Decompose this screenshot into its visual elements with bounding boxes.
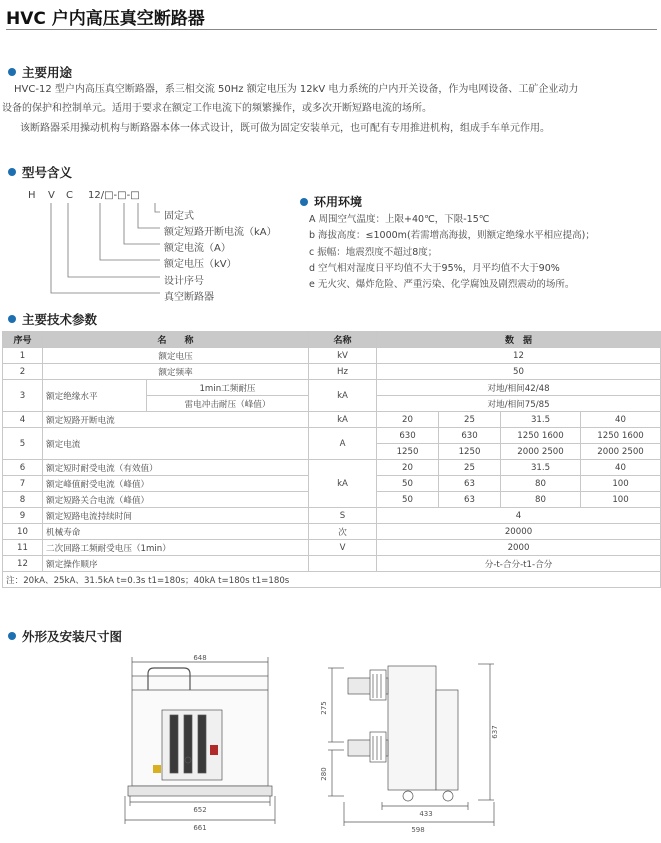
row-value: 31.5 — [501, 412, 581, 428]
bullet-dot-icon — [8, 68, 16, 76]
model-code-rest: 12/□-□-□ — [88, 190, 140, 201]
row-value: 80 — [501, 476, 581, 492]
front-view-drawing — [118, 650, 283, 836]
table-row — [3, 460, 661, 476]
bullet-dot-icon — [8, 315, 16, 323]
dimensions-heading — [8, 627, 122, 645]
row-name: 额定频率 — [43, 364, 309, 380]
env-item-seismic: c 振幅：地震烈度不超过8度； — [309, 247, 438, 258]
row-value: 100 — [581, 492, 661, 508]
purpose-heading-text: 主要用途 — [22, 65, 73, 80]
row-name: 额定短时耐受电流（有效值） — [43, 460, 309, 476]
row-no: 3 — [3, 380, 43, 412]
row-value: 对地/相间75/85 — [377, 396, 661, 412]
table-row — [3, 540, 661, 556]
row-value: 40 — [581, 412, 661, 428]
row-name: 额定短路开断电流 — [43, 412, 309, 428]
row-subname: 雷电冲击耐压（峰值） — [147, 396, 309, 412]
row-unit: kA — [309, 380, 377, 412]
model-code-c: C — [66, 190, 73, 201]
row-unit — [309, 556, 377, 572]
row-name: 机械寿命 — [43, 524, 309, 540]
purpose-line-1: HVC-12 型户内高压真空断路器，系三相交流 50Hz 额定电压为 12kV 电力系统的户内开关设备，作为电网设备、工矿企业动力 — [14, 84, 579, 95]
row-value: 1250 — [439, 444, 501, 460]
row-unit: V — [309, 540, 377, 556]
env-item-humidity: d 空气相对湿度日平均值不大于95%，月平均值不大于90% — [309, 263, 560, 274]
row-value: 20 — [377, 460, 439, 476]
header-name: 名 称 — [43, 332, 309, 348]
row-no: 6 — [3, 460, 43, 476]
row-value: 2000 2500 — [501, 444, 581, 460]
row-value: 630 — [377, 428, 439, 444]
env-item-altitude: b 海拔高度：≤1000m(若需增高海拔，则额定绝缘水平相应提高)； — [309, 230, 595, 241]
row-value: 50 — [377, 476, 439, 492]
specs-heading — [8, 310, 97, 328]
row-value: 63 — [439, 492, 501, 508]
table-row — [3, 508, 661, 524]
row-value: 20 — [377, 412, 439, 428]
row-name: 额定电压 — [43, 348, 309, 364]
row-value: 50 — [377, 364, 661, 380]
side-view-drawing — [318, 660, 503, 836]
model-label-fixed: 固定式 — [164, 211, 194, 222]
dim-front-bottom-outer: 661 — [193, 824, 207, 832]
dimensions-heading-text: 外形及安装尺寸图 — [22, 629, 123, 644]
table-row — [3, 380, 661, 396]
purpose-paragraph-2: 该断路器采用操动机构与断路器本体一体式设计，既可做为固定安装单元，也可配有专用推进机构，组成手车单元作用。 — [20, 123, 550, 134]
row-name: 额定电流 — [43, 428, 309, 460]
environment-heading — [300, 193, 362, 210]
table-header-row — [3, 332, 661, 348]
page-title: HVC 户内高压真空断路器 — [6, 9, 205, 29]
row-name: 额定短路电流持续时间 — [43, 508, 309, 524]
row-unit: 次 — [309, 524, 377, 540]
model-heading — [8, 163, 72, 181]
row-no: 12 — [3, 556, 43, 572]
row-unit: kA — [309, 412, 377, 428]
row-value: 1250 1600 — [501, 428, 581, 444]
row-no: 9 — [3, 508, 43, 524]
table-note: 注：20kA、25kA、31.5kA t=0.3s t1=180s；40kA t=180s t1=180s — [3, 572, 661, 588]
title-divider — [6, 29, 657, 30]
spec-table — [2, 331, 661, 588]
header-data: 数 据 — [377, 332, 661, 348]
row-name: 额定短路关合电流（峰值） — [43, 492, 309, 508]
dim-side-inner-depth: 433 — [419, 810, 433, 818]
model-label-rated-current: 额定电流（A） — [164, 243, 231, 254]
dim-side-total-height: 637 — [491, 725, 499, 739]
row-value: 80 — [501, 492, 581, 508]
model-label-breaking-current: 额定短路开断电流（kA） — [164, 227, 277, 238]
row-unit: kA — [309, 460, 377, 508]
dim-side-upper-height: 275 — [320, 701, 328, 715]
env-item-location: e 无火灾、爆炸危险、严重污染、化学腐蚀及剧烈震动的场所。 — [309, 279, 575, 290]
bullet-dot-icon — [300, 198, 308, 206]
row-value: 50 — [377, 492, 439, 508]
row-value: 25 — [439, 412, 501, 428]
row-value: 4 — [377, 508, 661, 524]
row-name: 额定操作顺序 — [43, 556, 309, 572]
table-note-row — [3, 572, 661, 588]
row-value: 40 — [581, 460, 661, 476]
row-no: 5 — [3, 428, 43, 460]
row-value: 12 — [377, 348, 661, 364]
row-value: 对地/相间42/48 — [377, 380, 661, 396]
row-no: 7 — [3, 476, 43, 492]
purpose-line-2: 设备的保护和控制单元。适用于要求在额定工作电流下的频繁操作，或多次开断短路电流的场所。 — [2, 103, 432, 114]
row-no: 10 — [3, 524, 43, 540]
model-heading-text: 型号含义 — [22, 165, 73, 180]
table-row — [3, 428, 661, 444]
row-unit: Hz — [309, 364, 377, 380]
row-no: 8 — [3, 492, 43, 508]
model-label-vacuum-breaker: 真空断路器 — [164, 292, 214, 303]
row-value: 63 — [439, 476, 501, 492]
row-value: 1250 — [377, 444, 439, 460]
row-no: 1 — [3, 348, 43, 364]
row-name: 二次回路工频耐受电压（1min） — [43, 540, 309, 556]
header-no: 序号 — [3, 332, 43, 348]
model-label-design-no: 设计序号 — [164, 276, 204, 287]
table-row — [3, 348, 661, 364]
row-name: 额定绝缘水平 — [43, 380, 147, 412]
row-unit: A — [309, 428, 377, 460]
table-row — [3, 364, 661, 380]
row-value: 20000 — [377, 524, 661, 540]
specs-heading-text: 主要技术参数 — [22, 312, 98, 327]
table-row — [3, 412, 661, 428]
row-no: 4 — [3, 412, 43, 428]
row-value: 31.5 — [501, 460, 581, 476]
model-label-rated-voltage: 额定电压（kV） — [164, 259, 237, 270]
bullet-dot-icon — [8, 168, 16, 176]
dim-front-bottom-inner: 652 — [193, 806, 207, 814]
row-subname: 1min工频耐压 — [147, 380, 309, 396]
row-no: 11 — [3, 540, 43, 556]
row-value: 630 — [439, 428, 501, 444]
row-value: 2000 — [377, 540, 661, 556]
environment-heading-text: 环用环境 — [314, 195, 363, 209]
model-code-v: V — [48, 190, 55, 201]
purpose-heading — [8, 63, 72, 81]
row-value: 1250 1600 — [581, 428, 661, 444]
bullet-dot-icon — [8, 632, 16, 640]
row-value: 2000 2500 — [581, 444, 661, 460]
env-item-temperature: A 周围空气温度：上限+40℃，下限-15℃ — [309, 214, 490, 225]
row-value: 分-t-合分-t1-合分 — [377, 556, 661, 572]
dim-side-outer-depth: 598 — [411, 826, 425, 834]
dim-front-top-width: 648 — [193, 654, 207, 662]
row-no: 2 — [3, 364, 43, 380]
dim-side-lower-height: 280 — [320, 767, 328, 781]
row-value: 25 — [439, 460, 501, 476]
row-unit: S — [309, 508, 377, 524]
table-row — [3, 556, 661, 572]
row-name: 额定峰值耐受电流（峰值） — [43, 476, 309, 492]
row-value: 100 — [581, 476, 661, 492]
table-row — [3, 524, 661, 540]
model-leader-lines — [28, 200, 168, 305]
model-code-h: H — [28, 190, 36, 201]
header-unit: 名称 — [309, 332, 377, 348]
row-unit: kV — [309, 348, 377, 364]
